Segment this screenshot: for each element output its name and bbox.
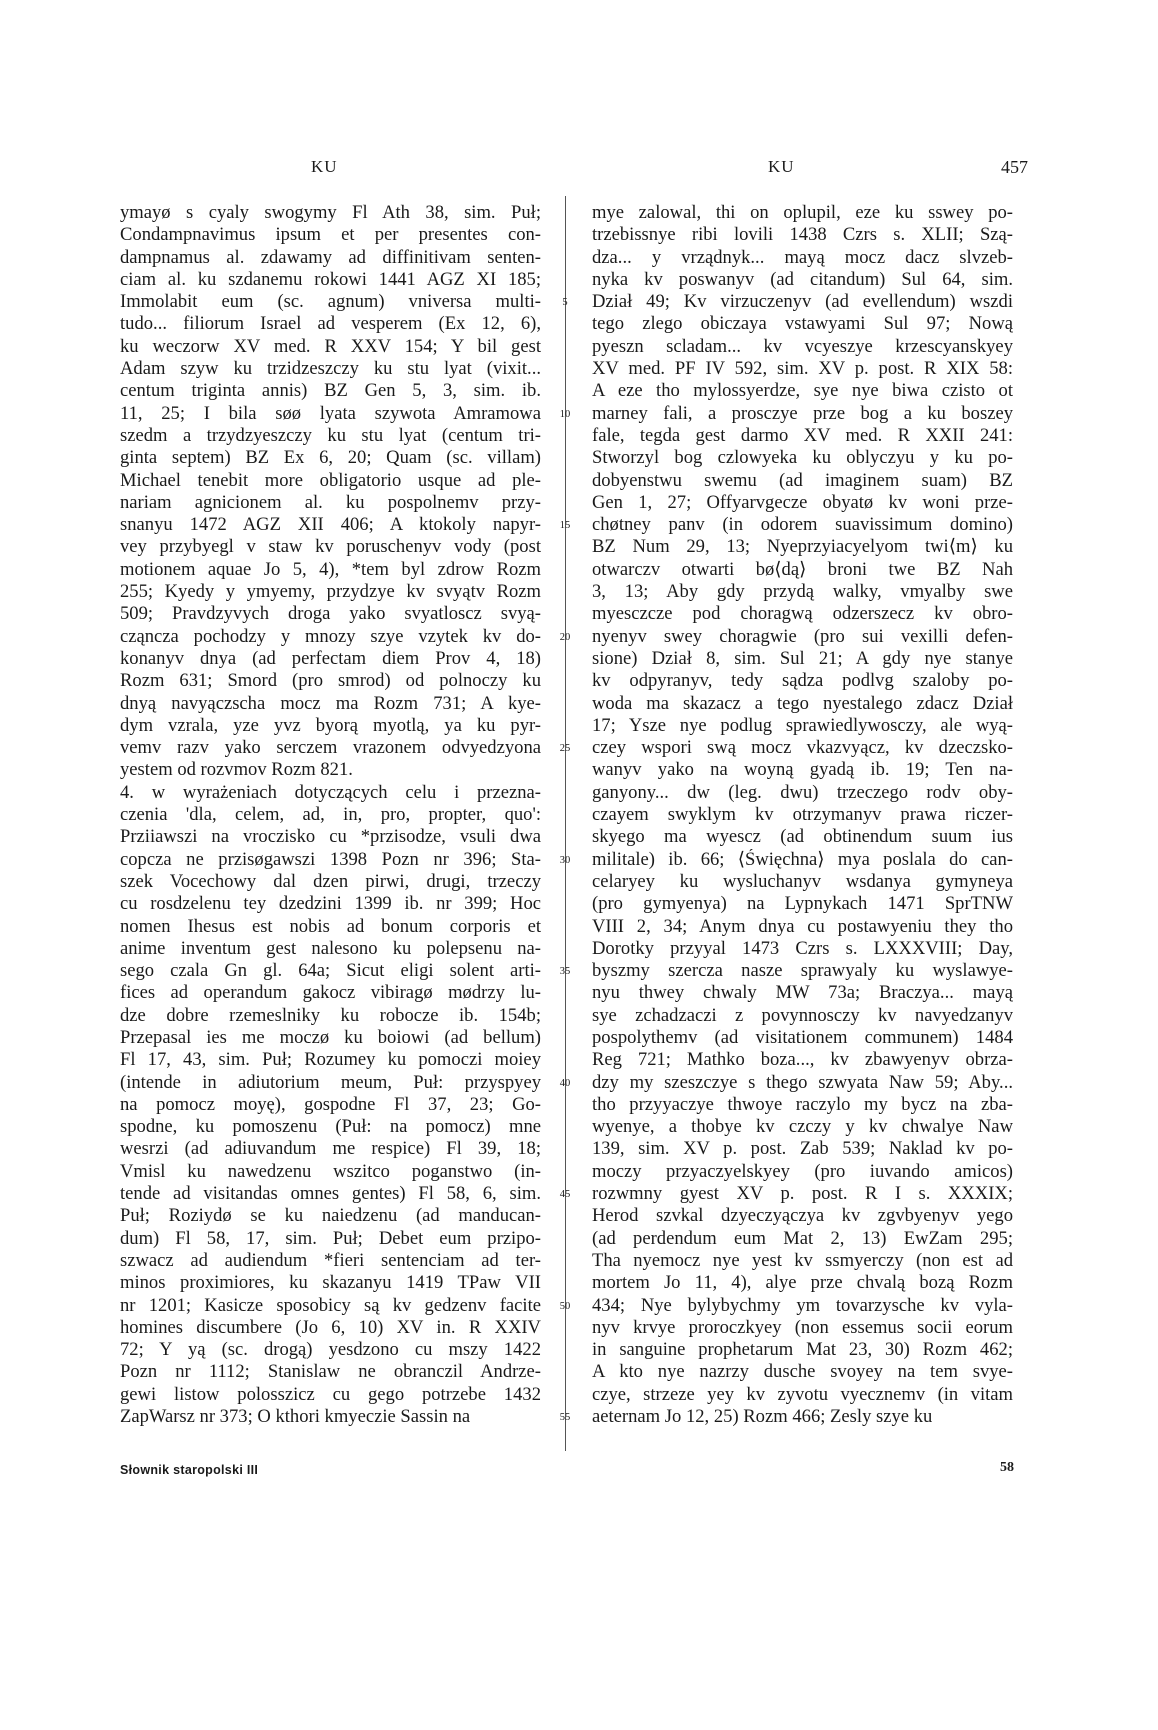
text-line: czye, strzeze yey kv zyvotu vyecznemv (in vitam xyxy=(592,1383,1013,1405)
text-line: czayem swyklym kv otrzymanyv prawa riczer- xyxy=(592,804,1013,826)
line-number: 45 xyxy=(559,1189,571,1201)
text-line: Prziiawszi na vroczisko cu *przisodze, vsuli dwa xyxy=(120,826,541,848)
text-line: nyenyv swey choragwie (pro sui vexilli defen- xyxy=(592,625,1013,647)
text-line: nariam agnicionem al. ku pospolnemv przy- xyxy=(120,491,541,513)
column-divider xyxy=(565,196,566,1451)
text-line: nyv krvye proroczkyey (non essemus socii eorum xyxy=(592,1316,1013,1338)
line-number: 10 xyxy=(559,408,571,420)
text-line: Condampnavimus ipsum et per presentes con- xyxy=(120,224,541,246)
text-line: pospolythemv (ad visitationem communem) 1484 xyxy=(592,1026,1013,1048)
text-line: fices ad operandum gakocz vibiragø mødrzy lu- xyxy=(120,982,541,1004)
line-number: 50 xyxy=(559,1300,571,1312)
text-line: XV med. PF IV 592, sim. XV p. post. R XIX 58: xyxy=(592,358,1013,380)
text-line: Vmisl ku nawedzenu wszitco poganstwo (in- xyxy=(120,1160,541,1182)
text-line: tego zlego obiczaya vstawyami Sul 97; Nową xyxy=(592,313,1013,335)
text-line: A kto nye nazrzy dusche svoyey na tem svye- xyxy=(592,1361,1013,1383)
text-line: nyka kv poswanyv (ad citandum) Sul 64, sim. xyxy=(592,268,1013,290)
text-line: 139, sim. XV p. post. Zab 539; Naklad kv po- xyxy=(592,1138,1013,1160)
text-line: Herod szvkal dzyeczyączya kv zgvbyenyv yego xyxy=(592,1205,1013,1227)
right-column xyxy=(592,202,1013,1428)
text-line: dnyą navyączscha mocz ma Rozm 731; A kye- xyxy=(120,692,541,714)
text-line: Immolabit eum (sc. agnum) vniversa multi- xyxy=(120,291,541,313)
text-line: szedm a trzydzyeszczy ku stu lyat (centum tri- xyxy=(120,424,541,446)
line-number: 30 xyxy=(559,854,571,866)
text-line: wyenye, a thobye kv czczy y kv chwalye Naw xyxy=(592,1116,1013,1138)
text-line: ymayø s cyaly swogymy Fl Ath 38, sim. Puł; xyxy=(120,202,541,223)
line-number: 35 xyxy=(559,966,571,978)
text-line: marney fali, a prosczye prze bog a ku boszey xyxy=(592,402,1013,424)
text-line: 17; Ysze nye podlug sprawiedlywosczy, ale wyą- xyxy=(592,714,1013,736)
text-line: nyu thwey chwaly MW 73a; Braczya... mayą xyxy=(592,982,1013,1004)
text-line: moczy przyaczyelskyey (pro iuvando amicos) xyxy=(592,1160,1013,1182)
text-line: homines discumbere (Jo 6, 10) XV in. R XXIV xyxy=(120,1316,541,1338)
text-line: in sanguine prophetarum Mat 23, 30) Rozm 462; xyxy=(592,1339,1013,1361)
text-line: woda ma skazacz a tego nyestalego zdacz Dział xyxy=(592,692,1013,714)
running-head-left: KU xyxy=(311,157,338,176)
text-line: skyego ma wyescz (ad obtinendum suum ius xyxy=(592,826,1013,848)
text-line: konanyv dnya (ad perfectam diem Prov 4, 18) xyxy=(120,647,541,669)
text-line: tho przyyaczye thwoye raczylo my bycz na zba- xyxy=(592,1093,1013,1115)
text-line: szwacz ad audiendum *fieri sentenciam ad ter- xyxy=(120,1249,541,1271)
text-line: anime inventum gest nalesono ku polepsenu na- xyxy=(120,937,541,959)
text-line: kv odpyranyv, tedy sądza podlvg szaloby po- xyxy=(592,670,1013,692)
text-line: (pro gymyenya) na Lypnykach 1471 SprTNW xyxy=(592,893,1013,915)
line-number: 15 xyxy=(559,520,571,532)
footer-title: Słownik staropolski III xyxy=(120,1463,259,1477)
text-line: VIII 2, 34; Anym dnya cu postawyeniu they tho xyxy=(592,915,1013,937)
left-column xyxy=(120,202,541,1428)
text-line: nomen Ihesus est nobis ad bonum corporis et xyxy=(120,915,541,937)
text-line: rozwmny gyest XV p. post. R I s. XXXIX; xyxy=(592,1183,1013,1205)
text-line: trzebissnye ribi lovili 1438 Czrs s. XLII; Szą- xyxy=(592,224,1013,246)
text-line: dym vzrala, yze yvz byorą myotlą, ya ku pyr- xyxy=(120,714,541,736)
text-line: dum) Fl 58, 17, sim. Puł; Debet eum przipo- xyxy=(120,1227,541,1249)
text-line: sye zchadzaczi z povynnosczy kv navyedzanyv xyxy=(592,1004,1013,1026)
text-line: 434; Nye bylybychmy ym tovarzysche kv vyla- xyxy=(592,1294,1013,1316)
text-line: 3, 13; Aby gdy przydą walky, vmyalby swe xyxy=(592,581,1013,603)
text-line: dampnamus al. zdawamy ad diffinitivam senten- xyxy=(120,246,541,268)
text-line: dze dobre rzemeslniky ku robocze ib. 154b; xyxy=(120,1004,541,1026)
text-line: motionem aquae Jo 5, 4), *tem byl zdrow Rozm xyxy=(120,558,541,580)
text-line: otwarczv otwarti bø⟨dą⟩ broni twe BZ Nah xyxy=(592,558,1013,580)
text-line: dobyenstwu swemu (ad imaginem suam) BZ xyxy=(592,469,1013,491)
text-line: BZ Num 29, 13; Nyeprzyiacyelyom twi⟨m⟩ ku xyxy=(592,536,1013,558)
text-line: dza... y vrządnyk... mayą mocz dacz slvzeb- xyxy=(592,246,1013,268)
text-line: Rozm 631; Smord (pro smrod) od polnoczy ku xyxy=(120,670,541,692)
text-line: chøtney panv (in odorem suavissimum domino) xyxy=(592,514,1013,536)
text-line: byszmy szercza nasze sprawyaly ku wyslawye- xyxy=(592,960,1013,982)
text-line: fale, tegda gest darmo XV med. R XXII 241: xyxy=(592,424,1013,446)
text-line: celaryey ku wysluchanyv wsdanya gymyneya xyxy=(592,870,1013,892)
line-number: 40 xyxy=(559,1077,571,1089)
text-line: (intende in adiutorium meum, Puł: przyspyey xyxy=(120,1071,541,1093)
text-line: vemv razv yako serczem vrazonem odvyedzyona xyxy=(120,737,541,759)
text-line: sego czala Gn gl. 64a; Sicut eligi solent arti- xyxy=(120,960,541,982)
page-number: 457 xyxy=(1001,157,1028,177)
text-line: ZapWarsz nr 373; O kthori kmyeczie Sassin na xyxy=(120,1406,471,1428)
line-number: 25 xyxy=(559,743,571,755)
text-line: ku weczorw XV med. R XXV 154; Y bil gest xyxy=(120,335,541,357)
text-line: mye zalowal, thi on oplupil, eze ku sswey po- xyxy=(592,202,1013,223)
text-line: copcza ne przisøgawszi 1398 Pozn nr 396; Sta- xyxy=(120,848,541,870)
text-line: ginta septem) BZ Ex 6, 20; Quam (sc. villam) xyxy=(120,447,541,469)
text-line: Przepasal ies me moczø ku boiowi (ad bellum) xyxy=(120,1026,541,1048)
text-line: tudo... filiorum Israel ad vesperem (Ex 12, 6), xyxy=(120,313,541,335)
text-line: 72; Y yą (sc. drogą) yesdzono cu mszy 1422 xyxy=(120,1339,541,1361)
text-line: minos proximiores, ku skazanyu 1419 TPaw VII xyxy=(120,1272,541,1294)
text-line: czenia 'dla, celem, ad, in, pro, propter, quo': xyxy=(120,804,541,826)
text-line: wanyv yako na woyną gyadą ib. 19; Ten na- xyxy=(592,759,1013,781)
text-line: nr 1201; Kasicze sposobicy są kv gedzenv facite xyxy=(120,1294,541,1316)
text-line: pyeszn scladam... kv vcyeszye krzescyanskyey xyxy=(592,335,1013,357)
text-line: Adam szyw ku trzidzeszczy ku stu lyat (vixit... xyxy=(120,358,541,380)
text-line: centum triginta annis) BZ Gen 5, 3, sim. ib. xyxy=(120,380,541,402)
text-line: Michael tenebit more obligatorio usque ad ple- xyxy=(120,469,541,491)
text-line: wesrzi (ad adiuvandum me respice) Fl 39, 18; xyxy=(120,1138,541,1160)
text-line: Pozn nr 1112; Stanislaw ne obranczil Andrze- xyxy=(120,1361,541,1383)
text-line: Stworzyl bog czlowyeka ku oblyczyu y ku po- xyxy=(592,447,1013,469)
text-line: A eze tho mylossyerdze, sye nye biwa czisto ot xyxy=(592,380,1013,402)
text-line: mortem Jo 11, 4), alye prze chvalą bozą Rozm xyxy=(592,1272,1013,1294)
text-line: Puł; Roziydø se ku naiedzenu (ad manducan- xyxy=(120,1205,541,1227)
text-line: aeternam Jo 12, 25) Rozm 466; Zesly szye ku xyxy=(592,1406,933,1428)
running-head-right: KU xyxy=(768,157,795,176)
text-line: 509; Pravdzyvych droga yako svyatloscz svyą- xyxy=(120,603,541,625)
text-line: myesczcze pod choragwą odzerszecz kv obro- xyxy=(592,603,1013,625)
line-number: 55 xyxy=(559,1412,571,1424)
text-line: vey przybyegl v staw kv poruschenyv vody (post xyxy=(120,536,541,558)
text-line: yestem od rozvmov Rozm 821. xyxy=(120,759,353,781)
text-line: ciam al. ku szdanemu rokowi 1441 AGZ XI 185; xyxy=(120,268,541,290)
text-line: sione) Dział 8, sim. Sul 21; A gdy nye stanye xyxy=(592,647,1013,669)
text-line: 4. w wyrażeniach dotyczących celu i przezna- xyxy=(120,781,541,803)
text-line: Dorotky przyyal 1473 Czrs s. LXXXVIII; Day, xyxy=(592,937,1013,959)
text-line: snanyu 1472 AGZ XII 406; A ktokoly napyr- xyxy=(120,514,541,536)
text-line: (ad perdendum eum Mat 2, 13) EwZam 295; xyxy=(592,1227,1013,1249)
text-line: Reg 721; Mathko boza..., kv zbawyenyv obrza- xyxy=(592,1049,1013,1071)
text-line: militale) ib. 66; ⟨Święchna⟩ mya poslala do can- xyxy=(592,848,1013,870)
text-line: gewi listow polosszicz cu gego potrzebe 1432 xyxy=(120,1383,541,1405)
text-line: ganyony... dw (leg. dwu) trzeczego rodv oby- xyxy=(592,781,1013,803)
text-line: cu rosdzelenu tey dzedzini 1399 ib. nr 399; Hoc xyxy=(120,893,541,915)
text-line: tende ad visitandas omnes gentes) Fl 58, 6, sim. xyxy=(120,1183,541,1205)
text-line: 255; Kyedy y ymyemy, przydzye kv svyątv Rozm xyxy=(120,581,541,603)
text-line: dzy my szeszczye s thego szwyata Naw 59; Aby... xyxy=(592,1071,1013,1093)
line-number: 5 xyxy=(562,297,568,309)
text-line: na pomocz moyę), gospodne Fl 37, 23; Go- xyxy=(120,1093,541,1115)
text-line: Fl 17, 43, sim. Puł; Rozumey ku pomoczi moiey xyxy=(120,1049,541,1071)
text-line: Tha nyemocz nye yest kv ssmyerczy (non est ad xyxy=(592,1249,1013,1271)
text-line: spodne, ku pomoszenu (Puł: na pomocz) mne xyxy=(120,1116,541,1138)
text-line: cząncza pochodzy y mnozy szye vzytek kv do- xyxy=(120,625,541,647)
line-number: 20 xyxy=(559,631,571,643)
text-line: czey wspori swą mocz vkazvyącz, kv dzeczsko- xyxy=(592,737,1013,759)
text-line: szek Vocechowy dal dzen pirwi, drugi, trzeczy xyxy=(120,870,541,892)
text-line: Dział 49; Kv virzuczenyv (ad evellendum) wszdi xyxy=(592,291,1013,313)
text-line: 11, 25; I bila søø lyata szywota Amramowa xyxy=(120,402,541,424)
footer-signature-number: 58 xyxy=(1000,1460,1014,1475)
text-line: Gen 1, 27; Offyarvgecze obyatø kv woni prze- xyxy=(592,491,1013,513)
